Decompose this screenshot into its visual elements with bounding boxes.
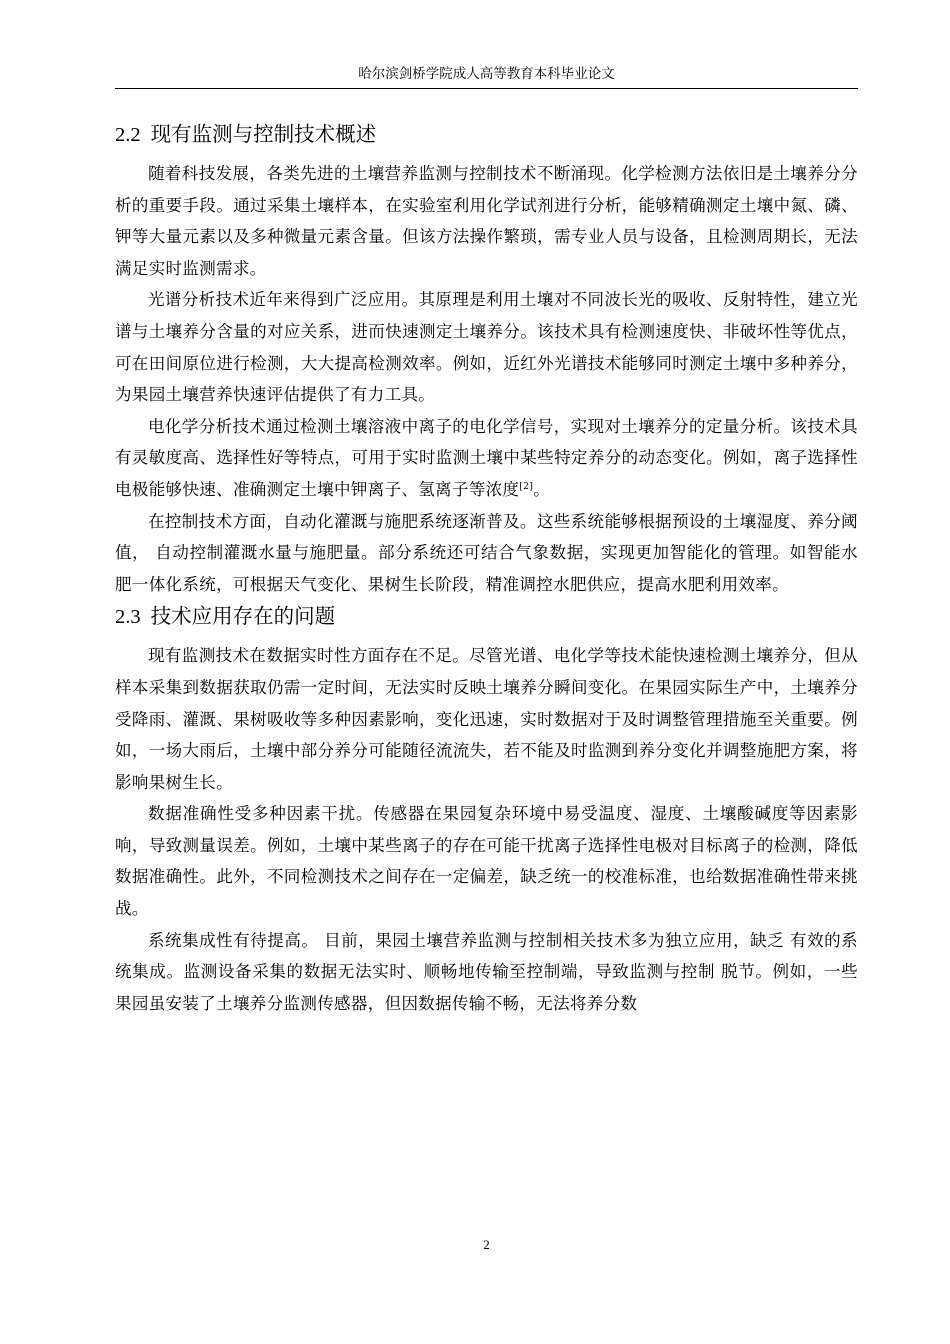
- citation-marker: [2]: [519, 481, 534, 492]
- paragraph: 数据准确性受多种因素干扰。传感器在果园复杂环境中易受温度、湿度、土壤酸碱度等因素影响，导致测量误差。例如，土壤中某些离子的存在可能干扰离子选择性电极对目标离子的检测，降低数据准确性。此外，不同检测技术之间存在一定偏差，缺乏统一的校准标准，也给数据准确性带来挑战。: [115, 804, 858, 919]
- document-body: [115, 118, 858, 1019]
- paragraph: 在控制技术方面，自动化灌溉与施肥系统逐渐普及。这些系统能够根据预设的土壤湿度、养分阈值， 自动控制灌溉水量与施肥量。部分系统还可结合气象数据，实现更加智能化的管理。如智能水肥一体化系统，可根据天气变化、果树生长阶段，精准调控水肥供应，提高水肥利用效率。: [115, 511, 858, 594]
- paragraph-with-citation: [115, 411, 858, 506]
- section-number: 2.3: [115, 606, 141, 629]
- paragraph: 光谱分析技术近年来得到广泛应用。其原理是利用土壤对不同波长光的吸收、反射特性，建立光谱与土壤养分含量的对应关系，进而快速测定土壤养分。该技术具有检测速度快、非破坏性等优点，可在田间原位进行检测，大大提高检测效率。例如，近红外光谱技术能够同时测定土壤中多种养分，为果园土壤营养快速评估提供了有力工具。: [115, 290, 858, 405]
- paragraph: 现有监测技术在数据实时性方面存在不足。尽管光谱、电化学等技术能快速检测土壤养分，但从样本采集到数据获取仍需一定时间，无法实时反映土壤养分瞬间变化。在果园实际生产中，土壤养分受降雨、灌溉、果树吸收等多种因素影响，变化迅速，实时数据对于及时调整管理措施至关重要。例如，一场大雨后，土壤中部分养分可能随径流流失，若不能及时监测到养分变化并调整施肥方案，将影响果树生长。: [115, 646, 858, 792]
- section-title: 技术应用存在的问题: [150, 604, 336, 629]
- paragraph: 随着科技发展，各类先进的土壤营养监测与控制技术不断涌现。化学检测方法依旧是土壤养分分析的重要手段。通过采集土壤样本，在实验室利用化学试剂进行分析，能够精确测定土壤中氮、磷、钾等大量元素以及多种微量元素含量。但该方法操作繁琐，需专业人员与设备，且检测周期长，无法满足实时监测需求。: [115, 164, 858, 278]
- paragraph: 系统集成性有待提高。 目前，果园土壤营养监测与控制相关技术多为独立应用，缺乏 有效的系统集成。监测设备采集的数据无法实时、顺畅地传输至控制端，导致监测与控制 脱节。例如，一些果园虽安装了土壤养分监测传感器，但因数据传输不畅，无法将养分数: [115, 930, 858, 1013]
- page-number: 2: [483, 1237, 490, 1252]
- section-number: 2.2: [115, 124, 141, 146]
- paragraph-end-punctuation: 。: [533, 479, 551, 499]
- section-heading-2-2: [115, 118, 858, 158]
- paragraph-text: 电化学分析技术通过检测土壤溶液中离子的电化学信号，实现对土壤养分的定量分析。该技术具有灵敏度高、选择性好等特点，可用于实时监测土壤中某些特定养分的动态变化。例如，离子选择性电极能够快速、准确测定土壤中钾离子、氢离子等浓度: [115, 416, 858, 499]
- section-heading-2-3: [115, 600, 858, 640]
- page-header: 哈尔滨剑桥学院成人高等教育本科毕业论文: [358, 66, 615, 82]
- section-title: 现有监测与控制技术概述: [150, 122, 377, 146]
- header-divider: [115, 88, 858, 89]
